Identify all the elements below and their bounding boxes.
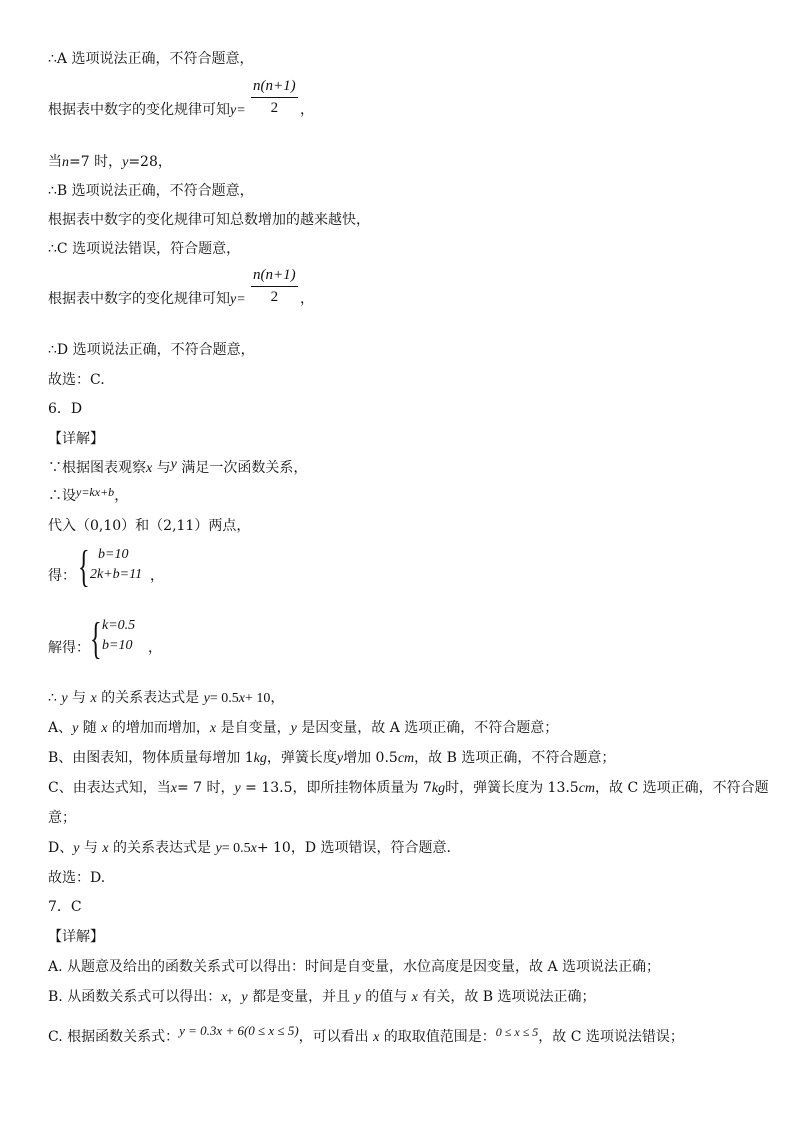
line-text: ，故 C 选项说法错误； <box>538 1029 684 1045</box>
text-line <box>48 957 660 977</box>
math-var: y <box>336 751 344 766</box>
fraction <box>251 78 298 117</box>
unit-text: cm <box>397 751 415 766</box>
math-var: y <box>61 691 68 706</box>
line-text: 【详解】 <box>48 431 104 447</box>
line-text: = 13.5，即所挂物体质量为 7 <box>240 780 432 796</box>
line-text: 时，弹簧长度为 13.5 <box>445 780 579 796</box>
line-text: A. 从题意及给出的函数关系式可以得出：时间是自变量，水位高度是因变量，故 A 选项说法正确； <box>48 959 661 975</box>
text-line <box>48 289 246 310</box>
fraction <box>251 267 298 306</box>
section-heading <box>48 927 104 947</box>
unit-text: kg <box>431 781 446 796</box>
text-line <box>150 566 164 586</box>
line-text: D、 <box>48 840 74 856</box>
equation: b=10 <box>98 547 129 562</box>
text-line <box>48 370 105 390</box>
text-line <box>48 868 105 888</box>
line-text: ， <box>227 989 242 1005</box>
text-line <box>48 688 284 709</box>
math-var: y <box>72 721 79 736</box>
line-text: 都是变量，并且 <box>247 989 355 1005</box>
line-text: ∵根据图表观察 <box>48 460 146 476</box>
math-var: y <box>241 990 248 1005</box>
text-line <box>48 808 76 828</box>
math-var: x <box>90 691 97 706</box>
text-line <box>48 638 90 658</box>
math-var: x <box>221 990 228 1005</box>
line-text: 当 <box>48 154 62 170</box>
line-text: 解得： <box>48 640 90 656</box>
text-line <box>300 289 314 309</box>
unit-text: kg <box>253 751 267 766</box>
text-line <box>48 340 255 360</box>
line-text: 意； <box>48 810 76 826</box>
line-text: ，可以看出 <box>298 1029 374 1045</box>
text-line <box>300 100 314 120</box>
line-text: = 7 时， <box>176 780 235 796</box>
math-var: y <box>203 691 210 706</box>
line-text: A、 <box>48 720 73 736</box>
text-line <box>48 152 172 173</box>
math-expression: y = 0.3x + 6(0 ≤ x ≤ 5) <box>179 1023 299 1038</box>
text-line <box>48 838 451 859</box>
text-line <box>48 778 769 799</box>
line-text: ∴B 选项说法正确，不符合题意， <box>48 183 254 199</box>
line-text: 6．D <box>48 401 83 417</box>
line-text: + 10，D 选项错误，符合题意. <box>256 840 451 856</box>
line-text: B. 从函数关系式可以得出： <box>48 989 222 1005</box>
text-line <box>48 181 254 201</box>
math-var: x <box>373 1030 380 1045</box>
math-var: x <box>209 721 217 736</box>
text-line <box>48 718 558 739</box>
line-text: 根据表中数字的变化规律可知总数增加的越来越快， <box>48 212 370 228</box>
math-var: x <box>170 781 177 796</box>
line-text: ，故 C 选项正确，不符合题 <box>595 780 769 796</box>
text-line <box>48 486 128 506</box>
line-text: C. 根据函数关系式： <box>48 1029 180 1045</box>
text-line <box>148 638 162 658</box>
math-var: x <box>250 841 257 856</box>
line-text: 7．C <box>48 899 82 915</box>
line-text: ∴D 选项说法正确，不符合题意， <box>48 342 255 358</box>
math-var: y <box>215 841 222 856</box>
text-line <box>48 566 76 586</box>
unit-text: cm <box>578 781 596 796</box>
fraction-denominator: 2 <box>270 289 279 305</box>
text-line <box>48 748 615 769</box>
line-text: 与 <box>67 690 91 706</box>
line-text: 随 <box>78 720 102 736</box>
math-text: + 10， <box>244 691 285 706</box>
question-number <box>48 399 82 419</box>
math-text: = 0.5 <box>221 841 251 856</box>
math-var: x <box>102 841 109 856</box>
line-text: ∴C 选项说法错误，符合题意， <box>48 241 241 257</box>
line-text: 根据表中数字的变化规律可知 <box>48 291 230 307</box>
punctuation: ， <box>150 568 164 584</box>
equation: 2k+b=11 <box>90 567 143 582</box>
math-var: y <box>290 721 297 736</box>
math-var: x <box>101 721 108 736</box>
line-text: B、由图表知，物体质量每增加 1 <box>48 750 254 766</box>
math-expression: y=kx+b <box>76 485 115 499</box>
line-text: ，故 B 选项正确，不符合题意； <box>414 750 616 766</box>
math-text: = 0.5 <box>209 691 239 706</box>
line-text: 是自变量， <box>216 720 291 736</box>
punctuation: ， <box>300 102 314 118</box>
math-expression: 0 ≤ x ≤ 5 <box>495 1025 539 1039</box>
math-var: y <box>122 155 129 170</box>
math-text: y= <box>230 103 246 118</box>
left-brace: { <box>90 614 102 663</box>
fraction-denominator: 2 <box>270 100 279 116</box>
line-text: 满足一次函数关系， <box>181 460 308 476</box>
line-text: ∴A 选项说法正确，不符合题意， <box>48 51 254 67</box>
math-var: y <box>354 990 361 1005</box>
text-line <box>48 458 307 479</box>
line-text: ，弹簧长度 <box>266 750 337 766</box>
punctuation: ， <box>148 640 162 656</box>
line-text: 与 <box>79 840 103 856</box>
line-text: 的增加而增加， <box>107 720 210 736</box>
math-var: x <box>411 990 418 1005</box>
line-text: =28， <box>128 154 172 170</box>
line-text: ∴ <box>48 690 62 706</box>
math-var: x <box>238 691 245 706</box>
text-line <box>48 100 246 121</box>
fraction-numerator: n(n+1) <box>251 78 298 98</box>
line-text: 与 <box>156 460 171 476</box>
section-heading <box>48 429 104 449</box>
line-text: 的关系表达式是 <box>96 690 204 706</box>
equation: k=0.5 <box>102 618 136 633</box>
math-var: y <box>170 457 177 472</box>
line-text: 的关系表达式是 <box>108 840 216 856</box>
math-var: y <box>234 781 241 796</box>
text-line <box>48 987 596 1008</box>
text-line <box>48 210 370 230</box>
line-text: 故选：D. <box>48 870 106 886</box>
math-var: x <box>146 461 153 476</box>
equation: b=10 <box>102 638 133 653</box>
line-text: 有关，故 B 选项说法正确； <box>417 989 596 1005</box>
line-text: 【详解】 <box>48 929 104 945</box>
line-text: 是因变量，故 A 选项正确，不符合题意； <box>296 720 559 736</box>
equation-system <box>102 616 135 656</box>
line-text: 根据表中数字的变化规律可知 <box>48 102 230 118</box>
line-text: =7 时， <box>69 154 123 170</box>
line-text: 增加 0.5 <box>343 750 398 766</box>
line-text: C、由表达式知，当 <box>48 780 171 796</box>
punctuation: ， <box>300 291 314 307</box>
line-text: 的值与 <box>360 989 412 1005</box>
math-var: n <box>62 155 69 170</box>
left-brace: { <box>78 542 90 591</box>
text-line <box>48 516 250 536</box>
line-text: 的取取值范围是： <box>379 1029 496 1045</box>
math-var: y <box>73 841 80 856</box>
question-number <box>48 897 82 917</box>
text-line <box>48 1023 684 1048</box>
fraction-numerator: n(n+1) <box>251 267 298 287</box>
line-text: ， <box>114 488 129 504</box>
line-text: ∴设 <box>48 488 76 504</box>
text-line <box>48 49 253 69</box>
line-text: 得： <box>48 568 76 584</box>
equation-system <box>90 545 142 585</box>
line-text: 故选：C. <box>48 372 105 388</box>
math-text: y= <box>230 292 246 307</box>
text-line <box>48 239 240 259</box>
line-text: 代入（0,10）和（2,11）两点， <box>48 518 251 534</box>
